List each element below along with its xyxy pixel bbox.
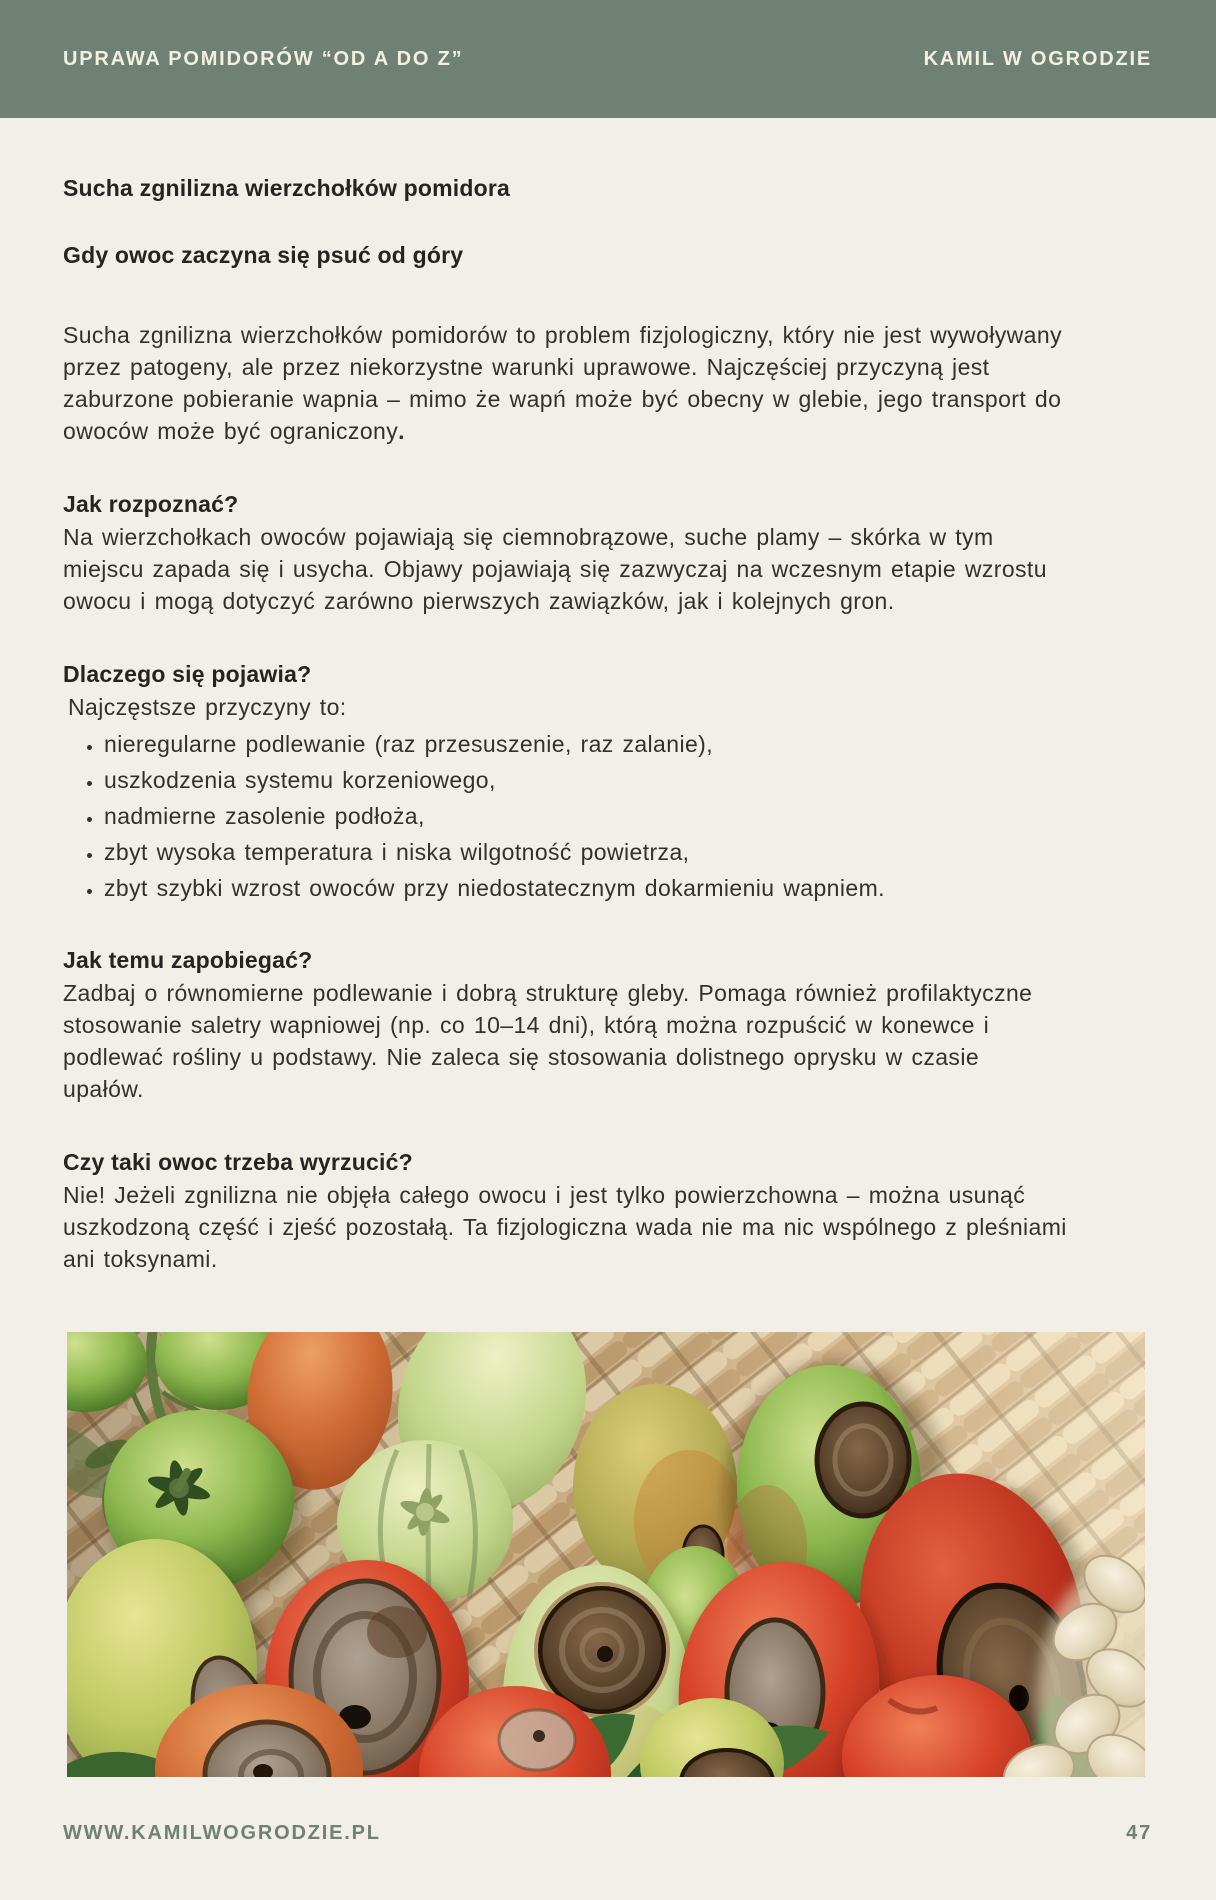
section-how-to-prevent: [63, 947, 1150, 1105]
intro-bold-period: .: [398, 418, 405, 444]
page-header: [0, 0, 1216, 118]
section-heading: Jak rozpoznać?: [63, 491, 239, 517]
header-title: UPRAWA POMIDORÓW “OD A DO Z”: [63, 47, 464, 70]
page-content: [0, 118, 1216, 1275]
section-why-it-appears: [63, 661, 1150, 903]
section-body: Nie! Jeżeli zgnilizna nie objęła całego owocu i jest tylko powierzchowna – można usunąć uszkodzoną część i zjeść pozostałą. Ta fizjologiczna wada nie ma nic wspólnego z pleśniami ani toksynami.: [63, 1182, 1067, 1272]
causes-lead: Najczęstsze przyczyny to:: [68, 694, 347, 720]
intro-paragraph: [63, 319, 1068, 447]
tomatoes-photo: [67, 1332, 1145, 1777]
list-item: • uszkodzenia systemu korzeniowego,: [104, 765, 1104, 795]
section-body: Zadbaj o równomierne podlewanie i dobrą strukturę gleby. Pomaga również profilaktyczne stosowanie saletry wapniowej (np. co 10–14 dni), którą można rozpuścić w konewce i podlewać rośliny u podstawy. Nie zaleca się stosowania dolistnego oprysku w czasie upałów.: [63, 980, 1033, 1102]
list-item: • nadmierne zasolenie podłoża,: [104, 801, 1104, 831]
basket-illustration: [67, 1332, 1145, 1777]
header-brand: KAMIL W OGRODZIE: [923, 47, 1152, 70]
section-body: Na wierzchołkach owoców pojawiają się ciemnobrązowe, suche plamy – skórka w tym miejscu zapada się i usycha. Objawy pojawiają się zazwyczaj na wczesnym etapie wzrostu owocu i mogą dotyczyć zarówno pierwszych zawiązków, jak i kolejnych gron.: [63, 524, 1047, 614]
list-item: • zbyt szybki wzrost owoców przy niedostatecznym dokarmieniu wapniem.: [104, 873, 1104, 903]
section-heading: Czy taki owoc trzeba wyrzucić?: [63, 1149, 413, 1175]
section-heading: Dlaczego się pojawia?: [63, 661, 312, 687]
section-how-to-recognize: [63, 491, 1150, 617]
page-title: Sucha zgnilizna wierzchołków pomidora: [63, 175, 511, 201]
section-throw-away: [63, 1149, 1150, 1275]
section-heading: Jak temu zapobiegać?: [63, 947, 313, 973]
causes-list: [63, 729, 1104, 903]
page-number: 47: [1126, 1822, 1152, 1844]
list-item: • nieregularne podlewanie (raz przesuszenie, raz zalanie),: [104, 729, 1104, 759]
page-footer: [63, 1822, 1152, 1845]
intro-text: Sucha zgnilizna wierzchołków pomidorów to problem fizjologiczny, który nie jest wywoływany przez patogeny, ale przez niekorzystne warunki uprawowe. Najczęściej przyczyną jest zaburzone pobieranie wapnia – mimo że wapń może być obecny w glebie, jego transport do owoców może być ograniczony: [63, 322, 1062, 444]
page-subtitle: Gdy owoc zaczyna się psuć od góry: [63, 242, 464, 268]
list-item: • zbyt wysoka temperatura i niska wilgotność powietrza,: [104, 837, 1104, 867]
website-text: WWW.KAMILWOGRODZIE.PL: [63, 1822, 381, 1844]
